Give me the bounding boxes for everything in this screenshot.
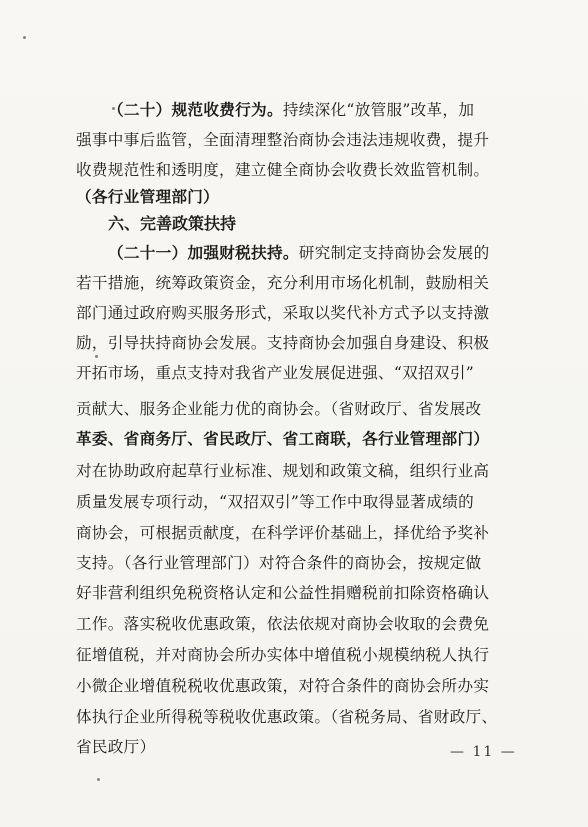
section-21-line-16: 体执行企业所得税等税收优惠政策。（省税务局、省财政厅、 <box>76 708 498 726</box>
section-21-line-15: 小微企业增值税税收优惠政策，对符合条件的商协会所办实 <box>76 677 490 695</box>
section-21-line-14: 征增值税，并对商协会所办实体中增值税小规模纳税人执行 <box>76 646 490 664</box>
scan-speck <box>97 778 100 781</box>
section-21-line-6: 贡献大、服务企业能力优的商协会。（省财政厅、省发展改 <box>76 400 482 418</box>
section-21-line-7: 革委、省商务厅、省民政厅、省工商联，各行业管理部门） <box>76 429 490 448</box>
section-21-line-4: 励，引导扶持商协会发展。支持商协会加强自身建设、积极 <box>76 334 490 352</box>
section-20-line-2: 强事中事后监管，全面清理整治商协会违法违规收费，提升 <box>76 131 490 149</box>
section-21-line-12: 好非营利组织免税资格认定和公益性捐赠税前扣除资格确认 <box>76 584 490 602</box>
section-21-line-8: 对在协助政府起草行业标准、规划和政策文稿，组织行业高 <box>76 462 490 480</box>
section-20-heading: （二十）规范收费行为。 <box>108 100 283 119</box>
section-21-line-11: 支持。（各行业管理部门）对符合条件的商协会，按规定做 <box>76 554 482 572</box>
scan-speck <box>23 36 26 39</box>
section-21-line-2: 若干措施，统筹政策资金，充分利用市场化机制，鼓励相关 <box>76 274 490 292</box>
page-number: — 11 — <box>450 744 517 760</box>
section-20-text: 持续深化“放管服”改革，加 <box>282 101 475 119</box>
section-21-line-10: 商协会，可根据贡献度，在科学评价基础上，择优给予奖补 <box>76 524 490 542</box>
section-21-line-17: 省民政厅） <box>76 738 156 756</box>
section-21-line-9: 质量发展专项行动，“双招双引”等工作中取得显著成绩的 <box>76 493 474 511</box>
section-21-line-5: 开拓市场，重点支持对我省产业发展促进强、“双招双引” <box>76 364 474 382</box>
section-21-line-1 <box>108 238 489 268</box>
section-20-line-4: （各行业管理部门） <box>76 187 220 206</box>
section-21-text: 研究制定支持商协会发展的 <box>298 244 490 262</box>
section-21-heading: （二十一）加强财税扶持。 <box>108 243 299 262</box>
section-21-line-3: 部门通过政府购买服务形式，采取以奖代补方式予以支持激 <box>76 304 490 322</box>
section-21-line-13: 工作。落实税收优惠政策，依法依规对商协会收取的会费免 <box>76 615 490 633</box>
section-20-line-3: 收费规范性和透明度，建立健全商协会收费长效监管机制。 <box>76 161 490 179</box>
chapter-heading: 六、完善政策扶持 <box>108 214 237 233</box>
section-20-line-1 <box>108 95 474 125</box>
